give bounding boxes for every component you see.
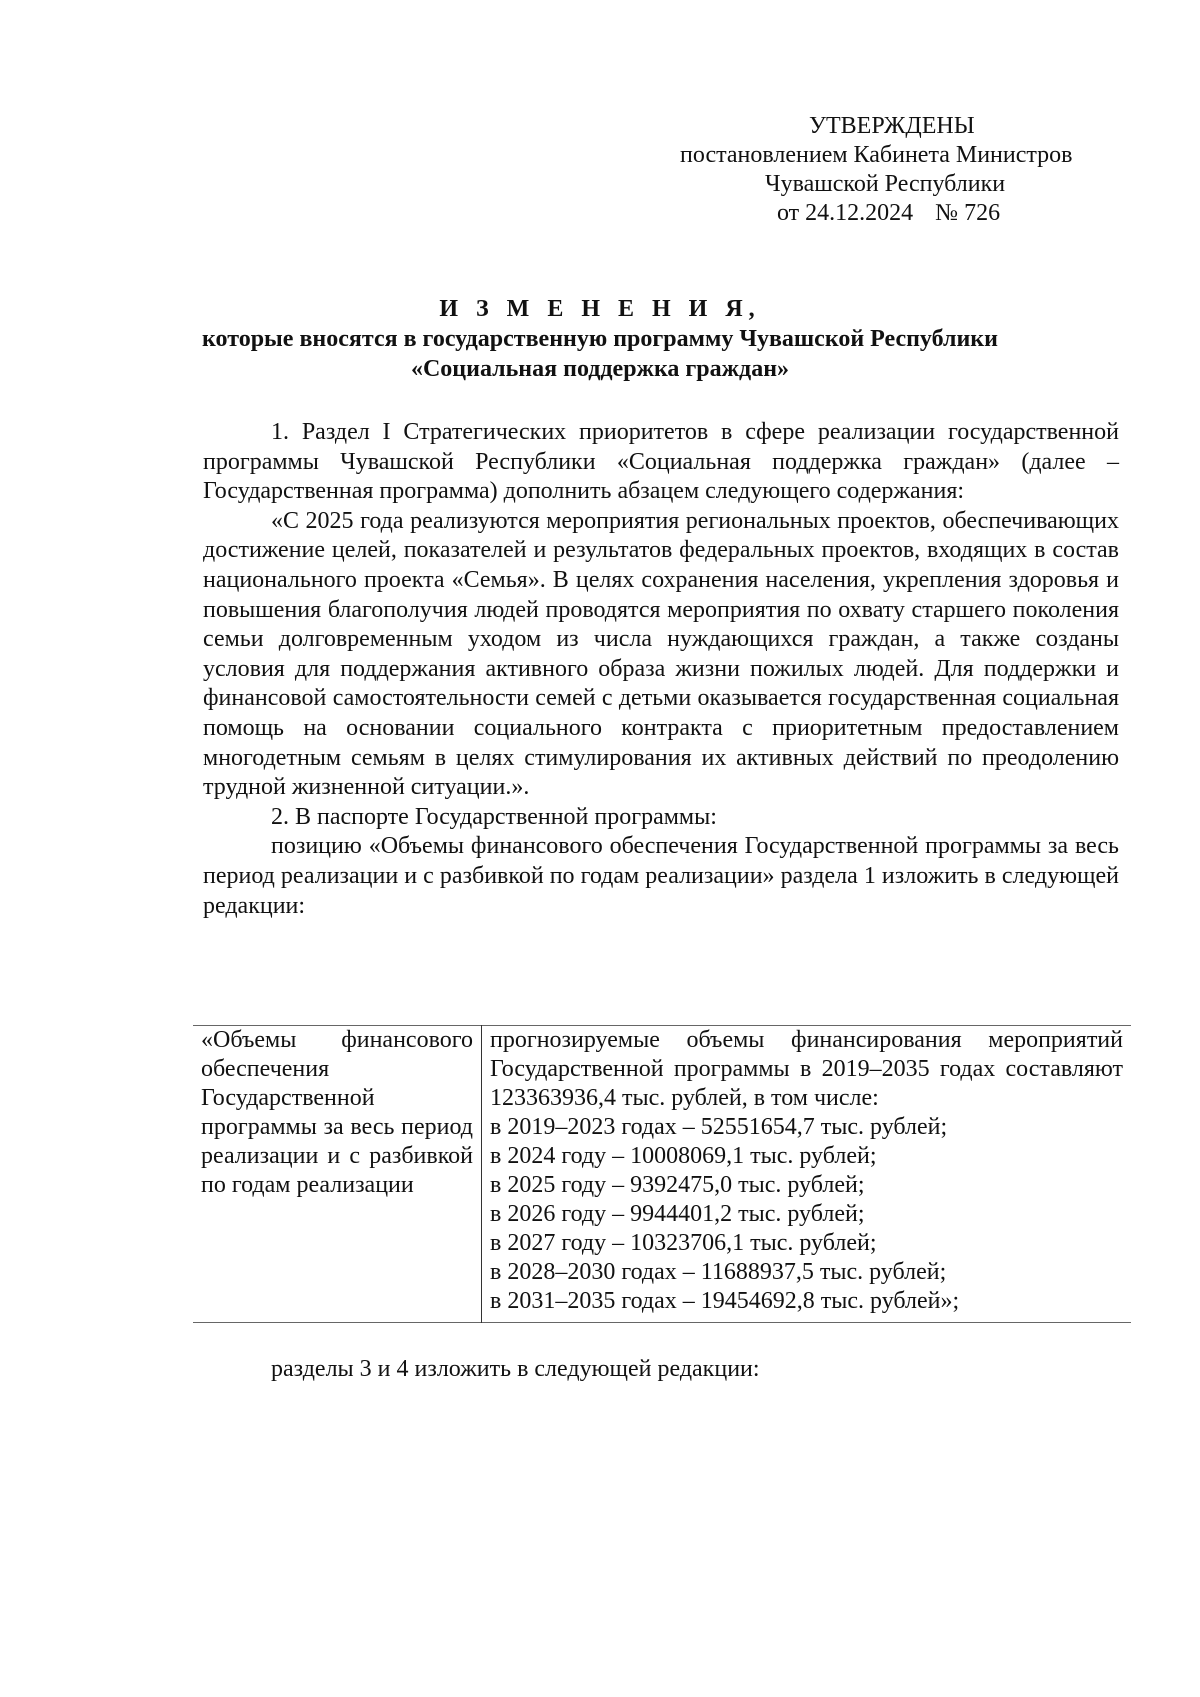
approval-date: от 24.12.2024 bbox=[777, 200, 914, 226]
document-title bbox=[160, 294, 1040, 384]
title-main: И З М Е Н Е Н И Я, bbox=[439, 296, 761, 322]
approval-line: Чувашской Республики bbox=[765, 171, 1006, 197]
funding-line: в 2025 году – 9392475,0 тыс. рублей; bbox=[490, 1172, 865, 1198]
paragraph: 2. В паспорте Государственной программы: bbox=[271, 803, 717, 830]
funding-intro: прогнозируемые объемы финансирования мероприятий Государственной программы в 2019–2035 годах составляют 123363936,4 тыс. рублей, в том числе: bbox=[490, 1027, 1123, 1111]
table-cell-label: «Объемы финансового обеспечения Государственной программы за весь период реализации и с разбивкой по годам реализации bbox=[193, 1026, 482, 1323]
paragraph: «С 2025 года реализуются мероприятия региональных проектов, обеспечивающих достижение целей, показателей и результатов федеральных проектов, входящих в состав национального проекта «Семья». В целях сохранения населения, укрепления здоровья и повышения благополучия людей проводятся мероприятия по охвату старшего поколения семьи долговременным уходом из числа нуждающихся граждан, а также созданы условия для поддержания активного образа жизни пожилых людей. Для поддержки и финансовой самостоятельности семей с детьми оказывается государственная социальная помощь на основании социального контракта с приоритетным предоставлением многодетным семьям в целях стимулирования их активных действий по преодолению трудной жизненной ситуации.». bbox=[203, 507, 1119, 801]
funding-line: в 2019–2023 годах – 52551654,7 тыс. рублей; bbox=[490, 1114, 948, 1140]
funding-line: в 2024 году – 10008069,1 тыс. рублей; bbox=[490, 1143, 877, 1169]
table-cell-value bbox=[482, 1026, 1132, 1323]
table-row bbox=[193, 1026, 1131, 1323]
approval-number: № 726 bbox=[935, 200, 1001, 226]
paragraph: 1. Раздел I Стратегических приоритетов в сфере реализации государственной программы Чувашской Республики «Социальная поддержка граждан» (далее – Государственная программа) дополнить абзацем следующего содержания: bbox=[203, 419, 1119, 505]
approval-date-line bbox=[680, 199, 1120, 228]
document-body bbox=[203, 418, 1119, 921]
approval-line: постановлением Кабинета Министров bbox=[680, 142, 1073, 168]
funding-line: в 2027 году – 10323706,1 тыс. рублей; bbox=[490, 1230, 877, 1256]
funding-line: в 2031–2035 годах – 19454692,8 тыс. рублей»; bbox=[490, 1288, 960, 1314]
paragraph: позицию «Объемы финансового обеспечения Государственной программы за весь период реализации и с разбивкой по годам реализации» раздела 1 изложить в следующей редакции: bbox=[203, 833, 1119, 919]
title-line: «Социальная поддержка граждан» bbox=[410, 356, 790, 382]
funding-line: в 2028–2030 годах – 11688937,5 тыс. рублей; bbox=[490, 1259, 947, 1285]
funding-line: в 2026 году – 9944401,2 тыс. рублей; bbox=[490, 1201, 865, 1227]
passport-table bbox=[193, 1025, 1131, 1323]
title-line: которые вносятся в государственную программу Чувашской Республики bbox=[202, 326, 998, 352]
approval-stamp bbox=[680, 112, 1120, 228]
approval-heading: УТВЕРЖДЕНЫ bbox=[809, 113, 975, 139]
closing-paragraph: разделы 3 и 4 изложить в следующей редакции: bbox=[271, 1356, 760, 1382]
